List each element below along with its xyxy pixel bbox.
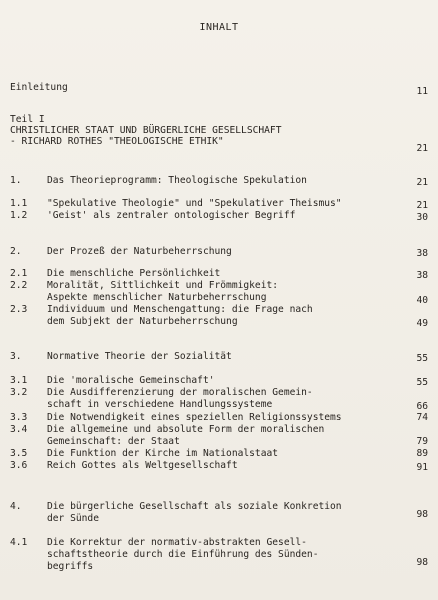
section-number: 4. [10, 501, 22, 512]
toc-entry-text: 'Geist' als zentraler ontologischer Begriff [47, 210, 296, 221]
toc-entry-text: Die Ausdifferenzierung der moralischen Gemein- [47, 387, 313, 398]
toc-entry-text: Gemeinschaft: der Staat [47, 436, 180, 447]
toc-entry-text: "Spekulative Theologie" und "Spekulativer Theismus" [47, 198, 342, 209]
section-number: 3.1 [10, 375, 28, 386]
section-number: 3.6 [10, 460, 28, 471]
toc-entry-text: Die menschliche Persönlichkeit [47, 268, 221, 279]
toc-page-number: 11 [416, 86, 428, 97]
toc-page-number: 55 [416, 377, 428, 388]
toc-page-number: 55 [416, 353, 428, 364]
section-number: 4.1 [10, 537, 28, 548]
toc-entry-text: Individuum und Menschengattung: die Frage nach [47, 304, 313, 315]
toc-page-number: 79 [416, 436, 428, 447]
toc-page-number: 49 [416, 318, 428, 329]
section-number: 2.1 [10, 268, 28, 279]
toc-page-number: 21 [416, 177, 428, 188]
section-number: 3. [10, 351, 22, 362]
toc-entry-text: der Sünde [47, 513, 99, 524]
section-number: 1.2 [10, 210, 28, 221]
section-number: 2. [10, 246, 22, 257]
toc-page-number: 40 [416, 295, 428, 306]
toc-page-number: 89 [416, 448, 428, 459]
toc-entry-text: schaft in verschiedene Handlungssysteme [47, 399, 273, 410]
toc-entry-text: Die bürgerliche Gesellschaft als soziale Konkretion [47, 501, 342, 512]
toc-entry-text: Das Theorieprogramm: Theologische Spekulation [47, 175, 307, 186]
toc-entry-text: Die Funktion der Kirche im Nationalstaat [47, 448, 279, 459]
toc-entry-text: Aspekte menschlicher Naturbeherrschung [47, 292, 267, 303]
part-heading: - RICHARD ROTHES "THEOLOGISCHE ETHIK" [10, 136, 224, 147]
toc-page-number: 91 [416, 462, 428, 473]
toc-page-number: 38 [416, 248, 428, 259]
section-number: 3.2 [10, 387, 28, 398]
toc-entry-text: Die 'moralische Gemeinschaft' [47, 375, 215, 386]
toc-entry-text: Die Korrektur der normativ-abstrakten Gesell- [47, 537, 307, 548]
toc-entry-text: Normative Theorie der Sozialität [47, 351, 232, 362]
toc-entry-text: begriffs [47, 561, 94, 572]
toc-entry-text: Einleitung [10, 82, 68, 93]
toc-page-number: 38 [416, 270, 428, 281]
part-heading: CHRISTLICHER STAAT UND BÜRGERLICHE GESELLSCHAFT [10, 125, 282, 136]
toc-page-number: 66 [416, 401, 428, 412]
section-number: 1.1 [10, 198, 28, 209]
toc-entry-text: Moralität, Sittlichkeit und Frömmigkeit: [47, 280, 279, 291]
toc-entry-text: Der Prozeß der Naturbeherrschung [47, 246, 232, 257]
toc-page-number: 21 [416, 200, 428, 211]
toc-entry-text: schaftstheorie durch die Einführung des Sünden- [47, 549, 319, 560]
page-title: INHALT [199, 22, 239, 33]
toc-entry-text: dem Subjekt der Naturbeherrschung [47, 316, 238, 327]
toc-page-number: 98 [416, 557, 428, 568]
toc-entry-text: Die Notwendigkeit eines speziellen Religionssystems [47, 412, 342, 423]
toc-page-number: 74 [416, 412, 428, 423]
section-number: 3.4 [10, 424, 28, 435]
toc-page-number: 98 [416, 509, 428, 520]
toc-entry-text: Die allgemeine und absolute Form der moralischen [47, 424, 325, 435]
toc-page-number: 30 [416, 212, 428, 223]
section-number: 3.3 [10, 412, 28, 423]
toc-page-number: 21 [416, 143, 428, 154]
section-number: 3.5 [10, 448, 28, 459]
section-number: 1. [10, 175, 22, 186]
section-number: 2.2 [10, 280, 28, 291]
section-number: 2.3 [10, 304, 28, 315]
toc-entry-text: Reich Gottes als Weltgesellschaft [47, 460, 238, 471]
part-label: Teil I [10, 114, 45, 125]
